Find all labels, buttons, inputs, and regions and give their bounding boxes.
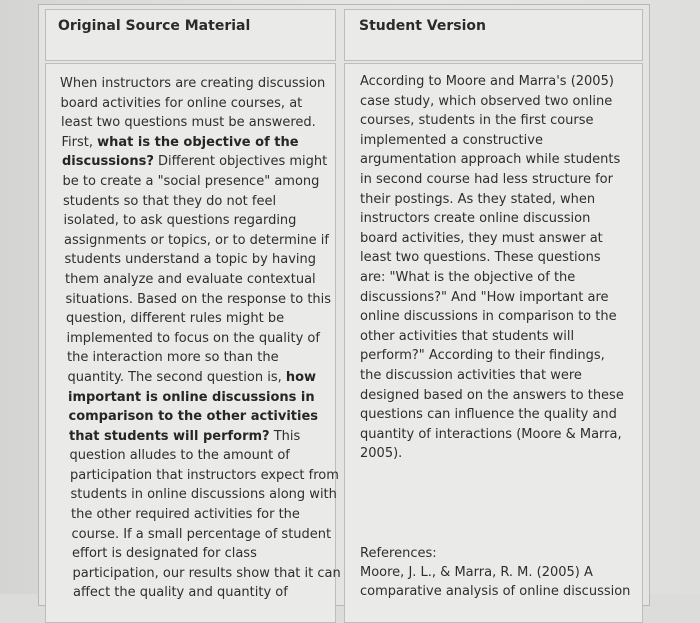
text-segment: students in online discussions along with <box>70 487 337 503</box>
text-segment: quantity. The second question is, <box>67 369 286 385</box>
text-segment: participation that instructors expect from <box>70 467 339 483</box>
text-segment: Different objectives might <box>153 154 328 170</box>
student-version-line: 2005). <box>360 446 403 462</box>
student-version-line: the discussion activities that were <box>360 367 582 383</box>
original-source-line <box>60 505 341 525</box>
student-version-line: implemented a constructive <box>360 132 543 148</box>
text-segment: course. If a small percentage of student <box>71 526 332 542</box>
text-segment: assignments or topics, or to determine if <box>64 232 329 248</box>
student-version-line: their postings. As they stated, when <box>360 191 596 207</box>
original-source-line <box>60 329 341 349</box>
original-source-text <box>60 74 341 603</box>
student-version-line: board activities, they must answer at <box>360 230 603 246</box>
text-segment: question, different rules might be <box>66 311 285 327</box>
text-segment: question alludes to the amount of <box>69 448 290 464</box>
original-source-line <box>60 309 341 329</box>
text-segment: students understand a topic by having <box>64 252 317 268</box>
original-source-line <box>60 368 341 388</box>
student-version-line: case study, which observed two online <box>360 93 613 109</box>
text-segment: implemented to focus on the quality of <box>66 330 320 346</box>
student-version-line: courses, students in the first course <box>360 113 594 129</box>
student-version-line: According to Moore and Marra's (2005) <box>360 74 614 89</box>
original-source-line <box>60 348 341 368</box>
original-source-line <box>60 485 341 505</box>
student-version-line: quantity of interactions (Moore & Marra, <box>360 426 622 442</box>
original-source-line <box>60 172 341 192</box>
original-source-cell <box>45 63 341 623</box>
original-source-line <box>60 192 341 212</box>
text-segment: This <box>269 428 301 444</box>
bold-text-segment: comparison to the other activities <box>68 409 319 425</box>
bold-text-segment: discussions? <box>62 154 154 170</box>
original-source-line <box>60 250 341 270</box>
student-version-line: online discussions in comparison to the <box>360 309 617 325</box>
original-source-line <box>60 74 341 94</box>
text-segment: effort is designated for class <box>72 546 257 562</box>
bold-text-segment: how <box>285 369 317 385</box>
original-source-line <box>60 388 341 408</box>
student-version-line: least two questions. These questions <box>360 250 601 266</box>
text-segment: the interaction more so than the <box>67 350 279 366</box>
original-source-line <box>60 446 341 466</box>
text-segment: participation, our results show that it can <box>72 565 341 581</box>
text-segment: be to create a "social presence" among <box>62 173 320 189</box>
original-source-line <box>60 525 341 545</box>
original-source-line <box>60 290 341 310</box>
student-version-line: designed based on the answers to these <box>360 387 624 403</box>
student-version-line: argumentation approach while students <box>360 152 621 168</box>
comparison-table <box>38 4 650 606</box>
original-source-line <box>60 133 341 153</box>
original-source-line <box>60 564 341 584</box>
reference-line: Moore, J. L., & Marra, R. M. (2005) A <box>360 565 593 580</box>
original-source-line <box>60 94 341 114</box>
student-version-line: other activities that students will <box>360 328 575 344</box>
bold-text-segment: important is online discussions in <box>68 389 315 405</box>
original-source-header: Original Source Material <box>58 18 251 34</box>
original-source-line <box>60 466 341 486</box>
student-version-line: instructors create online discussion <box>360 211 591 227</box>
original-source-line <box>60 231 341 251</box>
original-source-line <box>60 113 341 133</box>
text-segment: the other required activities for the <box>71 507 300 523</box>
student-version-header-cell <box>344 9 643 61</box>
references-block <box>360 544 630 601</box>
text-segment: When instructors are creating discussion <box>60 76 326 91</box>
student-version-header: Student Version <box>359 18 486 34</box>
bold-text-segment: what is the objective of the <box>97 134 299 150</box>
original-source-header-cell <box>45 9 336 61</box>
student-version-line: questions can influence the quality and <box>360 407 617 423</box>
original-source-line <box>60 544 341 564</box>
text-segment: them analyze and evaluate contextual <box>65 271 316 287</box>
text-segment: First, <box>61 134 98 150</box>
original-source-line <box>60 211 341 231</box>
original-source-line <box>60 407 341 427</box>
student-version-line: discussions?" And "How important are <box>360 289 609 305</box>
original-source-line <box>60 270 341 290</box>
text-segment: affect the quality and quantity of <box>73 585 288 601</box>
student-version-line: perform?" According to their findings, <box>360 348 605 364</box>
text-segment: board activities for online courses, at <box>60 95 303 111</box>
text-segment: isolated, to ask questions regarding <box>63 213 297 229</box>
bold-text-segment: that students will perform? <box>69 428 270 444</box>
original-source-line <box>60 427 341 447</box>
student-version-text <box>360 72 624 464</box>
reference-line: comparative analysis of online discussion <box>360 584 631 599</box>
student-version-line: are: "What is the objective of the <box>360 269 576 285</box>
original-source-line <box>60 583 341 603</box>
original-source-line <box>60 152 341 172</box>
references-label: References: <box>360 546 437 561</box>
text-segment: situations. Based on the response to this <box>65 291 332 307</box>
text-segment: students so that they do not feel <box>63 193 277 209</box>
student-version-line: in second course had less structure for <box>360 171 613 187</box>
student-version-cell <box>344 63 643 623</box>
text-segment: least two questions must be answered. <box>61 115 316 131</box>
